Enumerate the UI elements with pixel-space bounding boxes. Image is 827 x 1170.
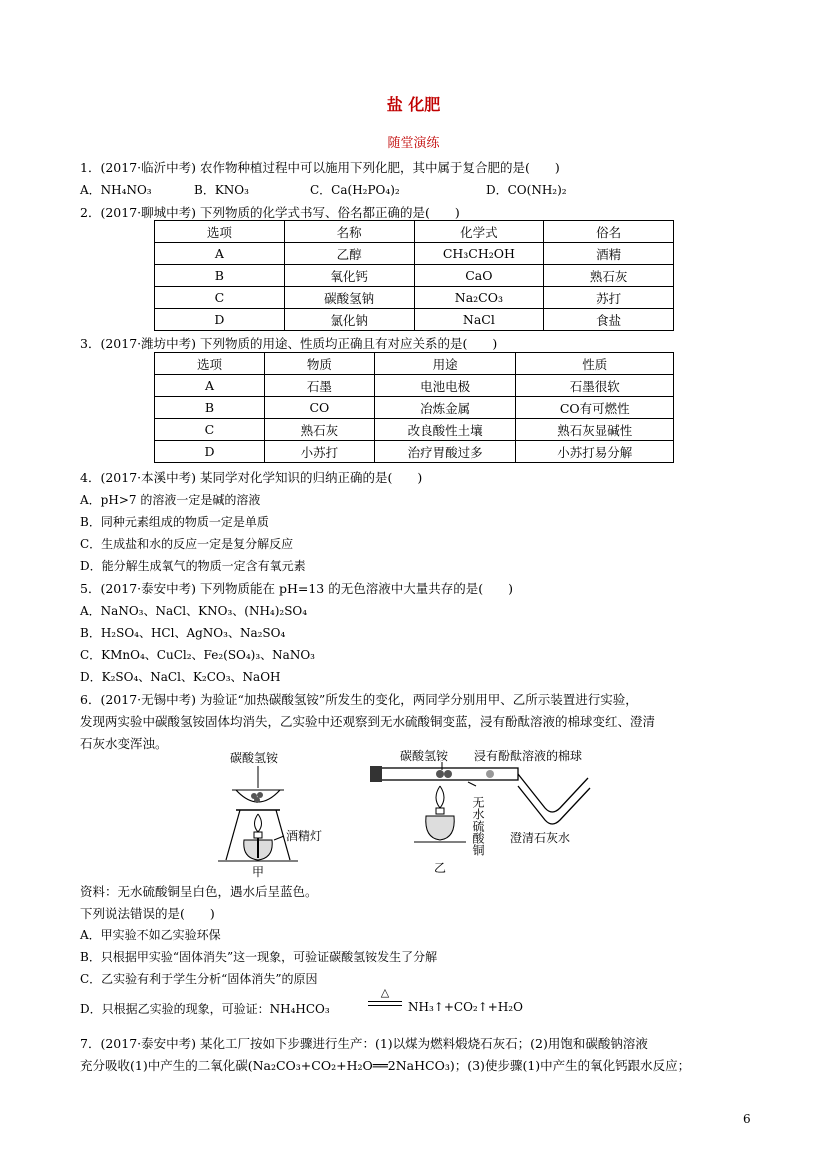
table-header-cell: 名称 bbox=[284, 221, 414, 243]
table-header-cell: 物质 bbox=[264, 353, 374, 375]
heat-condition: △ bbox=[380, 986, 390, 999]
table-cell: 电池电极 bbox=[374, 375, 516, 397]
table-cell: 小苏打易分解 bbox=[516, 441, 674, 463]
table-cell: 改良酸性土壤 bbox=[374, 419, 516, 441]
q6-ask: 下列说法错误的是( ) bbox=[80, 906, 215, 921]
yi-label-left: 碳酸氢铵 bbox=[400, 749, 449, 763]
table-row bbox=[155, 309, 674, 331]
table-cell: A bbox=[155, 375, 265, 397]
table-cell: 小苏打 bbox=[264, 441, 374, 463]
q5-option-d: D．K₂SO₄、NaCl、K₂CO₃、NaOH bbox=[80, 670, 281, 684]
table-cell: A bbox=[155, 243, 285, 265]
q6-option-b: B．只根据甲实验“固体消失”这一现象，可验证碳酸氢铵发生了分解 bbox=[80, 950, 438, 964]
q6-option-d-suffix: NH₃↑+CO₂↑+H₂O bbox=[408, 1000, 523, 1014]
table-cell: NaCl bbox=[414, 309, 544, 331]
yi-caption: 乙 bbox=[434, 861, 447, 875]
table-row bbox=[155, 441, 674, 463]
table-cell: D bbox=[155, 309, 285, 331]
q3-table bbox=[154, 352, 674, 463]
q4-option-c: C．生成盐和水的反应一定是复分解反应 bbox=[80, 537, 294, 551]
table-cell: 酒精 bbox=[544, 243, 674, 265]
table-cell: D bbox=[155, 441, 265, 463]
q5-option-b: B．H₂SO₄、HCl、AgNO₃、Na₂SO₄ bbox=[80, 626, 286, 640]
table-header-cell: 选项 bbox=[155, 353, 265, 375]
q4-stem: 4．(2017·本溪中考) 某同学对化学知识的归纳正确的是( ) bbox=[80, 470, 423, 485]
table-cell: CaO bbox=[414, 265, 544, 287]
table-cell: B bbox=[155, 265, 285, 287]
table-row bbox=[155, 265, 674, 287]
q6-stem-line3: 石灰水变浑浊。 bbox=[80, 736, 168, 751]
q4-option-a: A．pH>7 的溶液一定是碱的溶液 bbox=[80, 493, 261, 507]
yi-vertical-label: 无水硫酸铜 bbox=[471, 796, 485, 856]
page-number: 6 bbox=[743, 1112, 751, 1126]
q1-option-c: C．Ca(H₂PO₄)₂ bbox=[310, 183, 400, 197]
table-cell: B bbox=[155, 397, 265, 419]
equation-double-line bbox=[368, 1001, 402, 1006]
table-cell: 熟石灰显碱性 bbox=[516, 419, 674, 441]
yi-label-right: 浸有酚酞溶液的棉球 bbox=[474, 749, 583, 763]
table-header-cell: 俗名 bbox=[544, 221, 674, 243]
q5-option-a: A．NaNO₃、NaCl、KNO₃、(NH₄)₂SO₄ bbox=[80, 604, 308, 618]
q6-stem-line1: 6．(2017·无锡中考) 为验证“加热碳酸氢铵”所发生的变化，两同学分别用甲、乙所示装置进行实验， bbox=[80, 692, 638, 707]
table-cell: 乙醇 bbox=[284, 243, 414, 265]
q6-option-c: C．乙实验有利于学生分析“固体消失”的原因 bbox=[80, 972, 318, 986]
table-row bbox=[155, 419, 674, 441]
table-row bbox=[155, 375, 674, 397]
table-cell: 冶炼金属 bbox=[374, 397, 516, 419]
q7-line2: 充分吸收(1)中产生的二氧化碳(Na₂CO₃+CO₂+H₂O══2NaHCO₃)；(3)使步骤(1)中产生的氧化钙跟水反应； bbox=[80, 1058, 691, 1073]
table-header-row bbox=[155, 221, 674, 243]
apparatus-jia-figure bbox=[218, 748, 338, 878]
table-cell: 熟石灰 bbox=[544, 265, 674, 287]
q3-stem: 3．(2017·潍坊中考) 下列物质的用途、性质均正确且有对应关系的是( ) bbox=[80, 336, 498, 351]
q6-option-d-prefix: D．只根据乙实验的现象，可验证：NH₄HCO₃ bbox=[80, 1002, 330, 1016]
table-cell: Na₂CO₃ bbox=[414, 287, 544, 309]
table-row bbox=[155, 397, 674, 419]
table-cell: C bbox=[155, 287, 285, 309]
q2-stem: 2．(2017·聊城中考) 下列物质的化学式书写、俗名都正确的是( ) bbox=[80, 205, 460, 220]
q2-table bbox=[154, 220, 674, 331]
table-cell: CO有可燃性 bbox=[516, 397, 674, 419]
table-cell: 石墨 bbox=[264, 375, 374, 397]
table-header-cell: 化学式 bbox=[414, 221, 544, 243]
q6-option-a: A．甲实验不如乙实验环保 bbox=[80, 928, 221, 942]
q6-material: 资料：无水硫酸铜呈白色，遇水后呈蓝色。 bbox=[80, 884, 318, 899]
table-row bbox=[155, 287, 674, 309]
table-cell: C bbox=[155, 419, 265, 441]
page-title: 盐 化肥 bbox=[386, 95, 441, 114]
jia-top-label: 碳酸氢铵 bbox=[230, 751, 279, 765]
q7-line1: 7．(2017·泰安中考) 某化工厂按如下步骤进行生产：(1)以煤为燃料煅烧石灰石；(2)用饱和碳酸钠溶液 bbox=[80, 1036, 648, 1051]
table-cell: CH₃CH₂OH bbox=[414, 243, 544, 265]
table-row bbox=[155, 243, 674, 265]
yi-bottom-label: 澄清石灰水 bbox=[510, 831, 571, 845]
table-cell: 石墨很软 bbox=[516, 375, 674, 397]
q1-option-d: D．CO(NH₂)₂ bbox=[486, 183, 567, 197]
table-cell: 碳酸氢钠 bbox=[284, 287, 414, 309]
q1-option-a: A．NH₄NO₃ bbox=[80, 183, 152, 197]
q4-option-d: D．能分解生成氧气的物质一定含有氧元素 bbox=[80, 559, 306, 573]
table-cell: CO bbox=[264, 397, 374, 419]
jia-caption: 甲 bbox=[252, 865, 265, 878]
table-header-cell: 选项 bbox=[155, 221, 285, 243]
table-cell: 治疗胃酸过多 bbox=[374, 441, 516, 463]
q1-option-b: B．KNO₃ bbox=[194, 183, 249, 197]
q5-option-c: C．KMnO₄、CuCl₂、Fe₂(SO₄)₃、NaNO₃ bbox=[80, 648, 315, 662]
table-header-row bbox=[155, 353, 674, 375]
q6-stem-line2: 发现两实验中碳酸氢铵固体均消失，乙实验中还观察到无水硫酸铜变蓝，浸有酚酞溶液的棉球变红、澄清 bbox=[80, 714, 656, 729]
table-cell: 苏打 bbox=[544, 287, 674, 309]
table-cell: 食盐 bbox=[544, 309, 674, 331]
q4-option-b: B．同种元素组成的物质一定是单质 bbox=[80, 515, 269, 529]
table-cell: 熟石灰 bbox=[264, 419, 374, 441]
apparatus-yi-figure bbox=[370, 746, 650, 880]
page-subtitle: 随堂演练 bbox=[387, 136, 440, 151]
table-header-cell: 用途 bbox=[374, 353, 516, 375]
q5-stem: 5．(2017·泰安中考) 下列物质能在 pH=13 的无色溶液中大量共存的是( ) bbox=[80, 581, 513, 596]
table-header-cell: 性质 bbox=[516, 353, 674, 375]
table-cell: 氧化钙 bbox=[284, 265, 414, 287]
q1-stem: 1．(2017·临沂中考) 农作物种植过程中可以施用下列化肥，其中属于复合肥的是( ) bbox=[80, 160, 560, 175]
table-cell: 氯化钠 bbox=[284, 309, 414, 331]
jia-side-label: 酒精灯 bbox=[286, 829, 323, 843]
